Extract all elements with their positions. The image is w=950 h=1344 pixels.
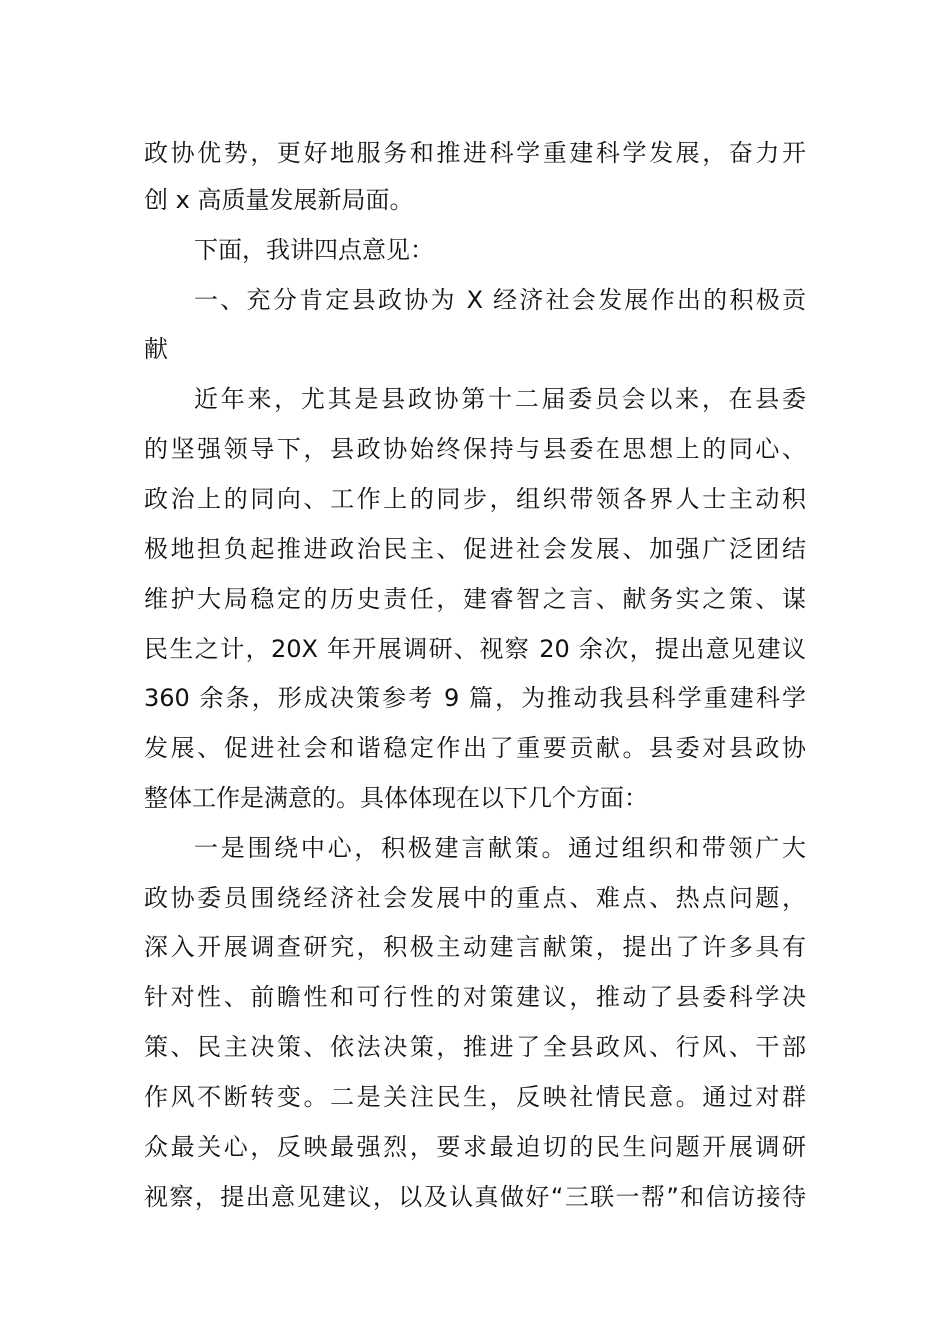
body-text-line: 民生之计，20X 年开展调研、视察 20 余次，提出意见建议 — [144, 635, 806, 663]
body-text-line: 近年来，尤其是县政协第十二届委员会以来，在县委 — [194, 385, 806, 413]
section-heading: 一、充分肯定县政协为 X 经济社会发展作出的积极贡 — [194, 286, 806, 314]
body-text-line: 创 x 高质量发展新局面。 — [144, 186, 414, 214]
body-text-line: 策、民主决策、依法决策，推进了全县政风、行风、干部 — [144, 1033, 806, 1061]
section-heading: 献 — [144, 335, 168, 363]
body-text-line: 众最关心，反映最强烈，要求最迫切的民生问题开展调研 — [144, 1133, 806, 1161]
body-text-line: 作风不断转变。二是关注民生，反映社情民意。通过对群 — [144, 1083, 806, 1111]
body-text-line: 一是围绕中心，积极建言献策。通过组织和带领广大 — [194, 834, 806, 862]
body-text-line: 深入开展调查研究，积极主动建言献策，提出了许多具有 — [144, 933, 806, 961]
body-text-line: 视察，提出意见建议，以及认真做好“三联一帮”和信访接待 — [144, 1183, 806, 1211]
body-text-line: 下面，我讲四点意见： — [194, 236, 434, 264]
body-text-line: 的坚强领导下，县政协始终保持与县委在思想上的同心、 — [144, 435, 806, 463]
body-text-line: 整体工作是满意的。具体体现在以下几个方面： — [144, 784, 648, 812]
body-text-line: 维护大局稳定的历史责任，建睿智之言、献务实之策、谋 — [144, 585, 806, 613]
body-text-line: 360 余条，形成决策参考 9 篇，为推动我县科学重建科学 — [144, 684, 806, 712]
body-text-line: 极地担负起推进政治民主、促进社会发展、加强广泛团结 — [144, 535, 806, 563]
body-text-line: 针对性、前瞻性和可行性的对策建议，推动了县委科学决 — [144, 983, 806, 1011]
body-text-line: 政协优势，更好地服务和推进科学重建科学发展，奋力开 — [144, 139, 806, 167]
body-text-line: 政治上的同向、工作上的同步，组织带领各界人士主动积 — [144, 485, 806, 513]
body-text-line: 政协委员围绕经济社会发展中的重点、难点、热点问题， — [144, 884, 806, 912]
body-text-line: 发展、促进社会和谐稳定作出了重要贡献。县委对县政协 — [144, 734, 806, 762]
